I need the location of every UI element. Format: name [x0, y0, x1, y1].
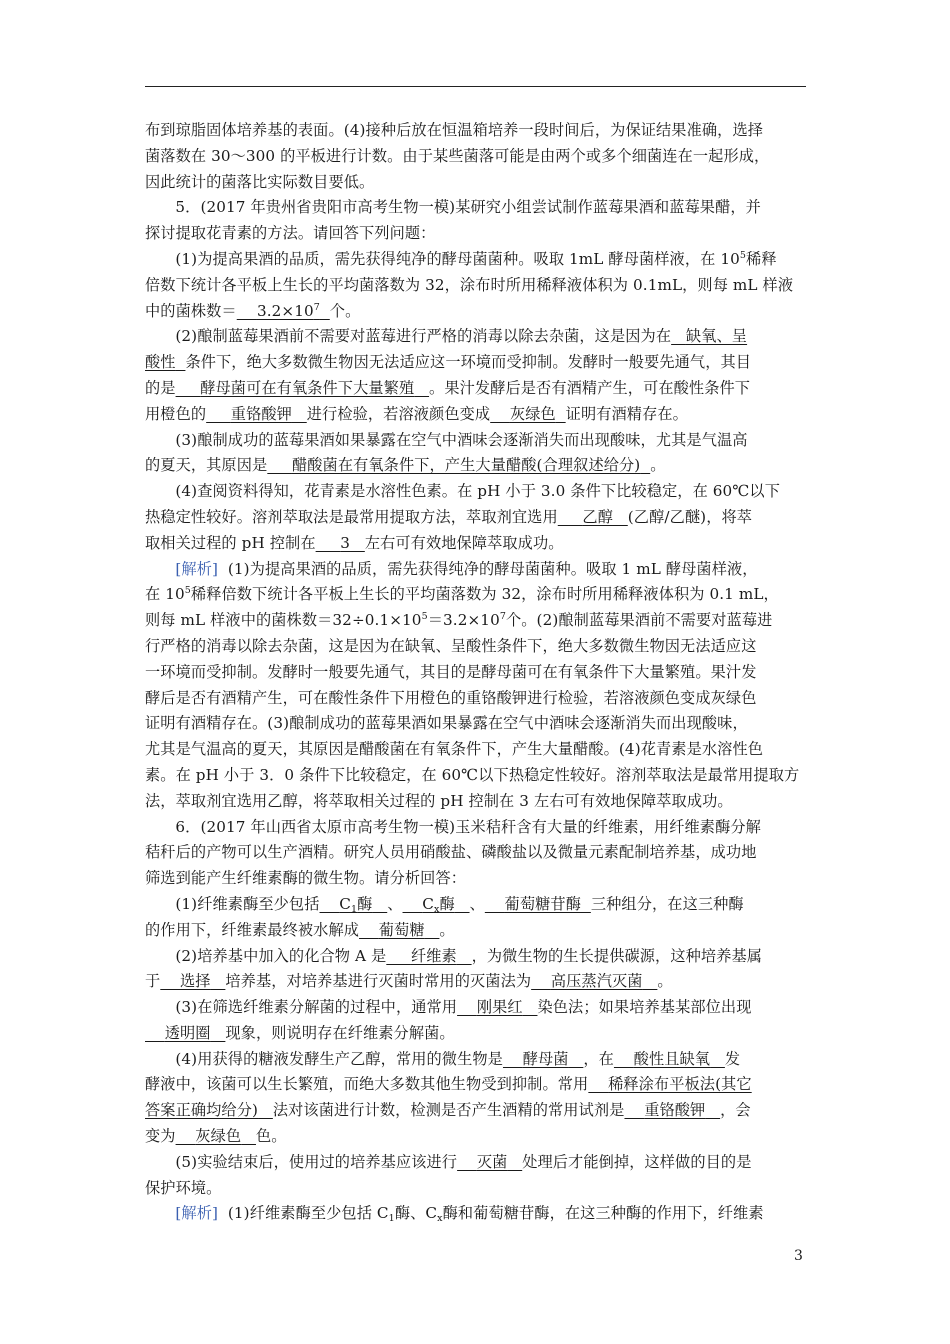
text: (5)实验结束后，使用过的培养基应该进行: [175, 1152, 458, 1171]
text: 、: [387, 894, 403, 913]
text: 稀释: [746, 249, 777, 268]
text: (乙醇/乙醚)，将萃: [627, 507, 753, 526]
text: 一环境而受抑制。发酵时一般要先通气，其目的是酵母菌可在有氧条件下大量繁殖。果汁发: [145, 662, 757, 681]
answer-text: 高压蒸汽灭菌: [550, 972, 643, 991]
text: ，为微生物的生长提供碳源，这种培养基属: [471, 946, 763, 965]
text: (3)酿制成功的蓝莓果酒如果暴露在空气中酒味会逐渐消失而出现酸味，尤其是气温高: [175, 430, 748, 449]
text: 处理后才能倒掉，这样做的目的是: [522, 1152, 752, 1171]
text: 尤其是气温高的夏天，其原因是醋酸菌在有氧条件下，产生大量醋酸。(4)花青素是水溶性色: [145, 740, 764, 759]
q5-part3: [145, 428, 808, 480]
text: 现象，则说明存在纤维素分解菌。: [225, 1023, 455, 1042]
answer-blank: [457, 998, 537, 1016]
answer-text: C: [422, 894, 434, 913]
q5-part4: [145, 479, 808, 556]
text: 中的菌株数＝: [145, 301, 237, 320]
answer-text: 醋酸菌在有氧条件下，产生大量醋酸(合理叙述给分): [291, 456, 641, 475]
superscript: 5: [739, 249, 747, 261]
answer-text: 葡萄糖: [378, 920, 425, 939]
answer-text: 重铬酸钾: [230, 404, 292, 423]
answer-text: 葡萄糖苷酶: [504, 894, 581, 913]
q5-explanation: [145, 557, 808, 815]
q6-explanation: [145, 1201, 808, 1227]
superscript: 7: [313, 301, 320, 313]
answer-text: 选择: [180, 972, 211, 991]
text: ，会: [720, 1101, 751, 1120]
answer-blank: [160, 972, 225, 990]
answer-blank: [176, 379, 429, 397]
superscript: 5: [421, 611, 428, 623]
lead-paragraph: [145, 118, 808, 195]
text: 酵液中，该菌可以生长繁殖，而绝大多数其他生物受到抑制。常用: [145, 1075, 589, 1094]
text: 的作用下，纤维素最终被水解成: [145, 920, 360, 939]
text: 素。在 pH 小于 3．0 条件下比较稳定，在 60℃以下热稳定性较好。溶剂萃取法是最常用提取方: [145, 765, 800, 784]
answer-blank: [386, 947, 471, 965]
q6-part3: [145, 995, 808, 1047]
subscript: 1: [388, 1213, 395, 1225]
answer-text: 3: [340, 533, 351, 552]
text-line: 因此统计的菌落比实际数目要低。: [145, 172, 375, 191]
text: 个。(2)酿制蓝莓果酒前不需要对蓝莓进: [505, 611, 773, 630]
text-line: 5．(2017 年贵州省贵阳市高考生物一模)某研究小组尝试制作蓝莓果酒和蓝莓果醋，并: [175, 198, 761, 217]
superscript: 5: [184, 585, 191, 597]
answer-text: 答案正确均给分): [145, 1101, 259, 1120]
answer-text: 刚果红: [476, 998, 523, 1017]
text: 发: [724, 1049, 741, 1068]
answer-blank: [267, 456, 650, 474]
text: 热稳定性较好。溶剂萃取法是最常用提取方法，萃取剂宜选用: [145, 507, 558, 526]
answer-blank: [624, 1101, 720, 1119]
superscript: 7: [499, 611, 506, 623]
text: 。果汁发酵后是否有酒精产生，可在酸性条件下: [429, 378, 751, 397]
answer-text: 灭菌: [476, 1152, 508, 1171]
text: (3)在筛选纤维素分解菌的过程中，通常用: [175, 998, 458, 1017]
subscript: x: [433, 903, 440, 915]
answer-text: 缺氧、呈: [685, 327, 748, 346]
text: 稀释倍数下统计各平板上生长的平均菌落数为 32，涂布时所用稀释液体积为 0.1 mL，: [190, 585, 779, 604]
answer-blank: [531, 972, 657, 990]
text-line: 探讨提取花青素的方法。请回答下列问题：: [145, 224, 436, 243]
answer-text: 3.2×10: [256, 301, 314, 320]
answer-blank: [490, 405, 565, 423]
text-line: 布到琼脂固体培养基的表面。(4)接种后放在恒温箱培养一段时间后，为保证结果准确，选择: [145, 121, 764, 139]
answer-text: 重铬酸钾: [644, 1101, 706, 1120]
page-number: 3: [794, 1248, 803, 1264]
text: (4)用获得的糖液发酵生产乙醇，常用的微生物是: [175, 1049, 503, 1068]
text: 左右可有效地保障萃取成功。: [364, 533, 564, 552]
explanation-label: [解析]: [175, 559, 219, 578]
answer-blank: [457, 1153, 522, 1171]
answer-text: 酵母菌可在有氧条件下大量繁殖: [200, 378, 415, 397]
subscript: x: [437, 1213, 443, 1225]
text: 于: [145, 972, 161, 991]
text: (1)纤维素酶至少包括 C: [227, 1204, 389, 1223]
answer-blank: [316, 534, 365, 552]
answer-text: 酶: [439, 894, 455, 913]
text: 的是: [145, 378, 176, 397]
answer-text: 稀释涂布平板法(其它: [608, 1075, 752, 1094]
q5-part1: [145, 247, 808, 324]
text: 酶和葡萄糖苷酶，在这三种酶的作用下，纤维素: [442, 1204, 764, 1223]
answer-text: 灰绿色: [509, 404, 556, 423]
answer-blank: [671, 327, 747, 345]
text-line: 6．(2017 年山西省太原市高考生物一模)玉米秸秆含有大量的纤维素，用纤维素酶分解: [175, 817, 761, 836]
answer-blank: [237, 302, 330, 320]
text: ，在: [583, 1049, 614, 1068]
answer-blank: [614, 1050, 725, 1068]
text: 法对该菌进行计数，检测是否产生酒精的常用试剂是: [272, 1101, 625, 1120]
text: 证明有酒精存在。: [565, 404, 688, 423]
answer-blank: [145, 1024, 225, 1042]
text: 培养基，对培养基进行灭菌时常用的灭菌法为: [225, 972, 532, 991]
explanation-label: [解析]: [175, 1204, 219, 1223]
text-line: 筛选到能产生纤维素酶的微生物。请分析回答：: [145, 869, 467, 888]
answer-blank: [145, 1101, 273, 1119]
answer-blank: [320, 895, 388, 913]
answer-blank: [403, 895, 470, 913]
text: 个。: [329, 301, 361, 320]
subscript: 1: [350, 903, 358, 915]
text: 则每 mL 样液中的菌株数＝32÷0.1×10: [145, 611, 422, 630]
answer-blank: [558, 508, 628, 526]
answer-text: 酵母菌: [522, 1049, 569, 1068]
q6-part2: [145, 944, 808, 996]
answer-text: 乙醇: [582, 507, 613, 526]
text: 、: [469, 894, 485, 913]
answer-blank: [503, 1050, 583, 1068]
text: 色。: [255, 1127, 287, 1146]
text: 三种组分，在这三种酶: [590, 894, 744, 913]
text: (1)纤维素酶至少包括: [175, 894, 320, 913]
page-content: [145, 118, 808, 1227]
text: 酵后是否有酒精产生，可在酸性条件下用橙色的重铬酸钾进行检验，若溶液颜色变成灰绿色: [145, 688, 757, 707]
answer-text: C: [339, 894, 351, 913]
q5-part2: [145, 324, 808, 427]
answer-text: 透明圈: [164, 1023, 211, 1042]
answer-blank: [145, 353, 185, 371]
answer-blank: [588, 1075, 751, 1093]
text: ＝3.2×10: [427, 611, 500, 630]
answer-blank: [176, 1127, 256, 1145]
text: 取相关过程的 pH 控制在: [145, 533, 316, 552]
text: 证明有酒精存在。(3)酿制成功的蓝莓果酒如果暴露在空气中酒味会逐渐消失而出现酸味，: [145, 714, 748, 733]
answer-text: 纤维素: [410, 946, 457, 965]
answer-blank: [359, 921, 439, 939]
text: 倍数下统计各平板上生长的平均菌落数为 32，涂布时所用稀释液体积为 0.1mL，则每 mL 样液: [145, 275, 794, 294]
q5-stem: [145, 195, 808, 247]
text: (2)酿制蓝莓果酒前不需要对蓝莓进行严格的消毒以除去杂菌，这是因为在: [175, 327, 672, 346]
text: 条件下，绝大多数微生物因无法适应这一环境而受抑制。发酵时一般要先通气，其目: [185, 353, 752, 372]
answer-text: 酸性且缺氧: [633, 1049, 711, 1068]
text: 。: [657, 972, 673, 991]
answer-blank: [206, 405, 307, 423]
q6-stem: [145, 815, 808, 892]
text: (2)培养基中加入的化合物 A 是: [175, 946, 387, 965]
text: 染色法；如果培养基某部位出现: [537, 998, 752, 1017]
text-line: 秸秆后的产物可以生产酒精。研究人员用硝酸盐、磷酸盐以及微量元素配制培养基，成功地: [145, 843, 757, 862]
text: 。: [439, 920, 455, 939]
answer-text: 酸性: [145, 353, 176, 372]
text-line: 菌落数在 30～300 的平板进行计数。由于某些菌落可能是由两个或多个细菌连在一起形成，: [145, 146, 770, 165]
text: 进行检验，若溶液颜色变成: [306, 404, 491, 423]
text: (1)为提高果酒的品质，需先获得纯净的酵母菌菌种。吸取 1 mL 酵母菌样液，: [227, 559, 758, 578]
q6-part5: [145, 1150, 808, 1202]
answer-text: 酶: [357, 894, 373, 913]
text: 的夏天，其原因是: [145, 456, 268, 475]
text: 酶、C: [394, 1204, 438, 1223]
text: 用橙色的: [145, 404, 207, 423]
q6-part1: [145, 892, 808, 944]
text: 。: [650, 456, 666, 475]
text: 法，萃取剂宜选用乙醇，将萃取相关过程的 pH 控制在 3 左右可有效地保障萃取成功。: [145, 791, 733, 810]
q6-part4: [145, 1047, 808, 1150]
answer-text: 灰绿色: [195, 1127, 242, 1146]
text: 在 10: [145, 585, 185, 604]
header-rule: [145, 86, 806, 87]
text: 保护环境。: [145, 1178, 222, 1197]
answer-blank: [485, 895, 591, 913]
text: (4)查阅资料得知，花青素是水溶性色素。在 pH 小于 3.0 条件下比较稳定，在 60℃以下: [175, 482, 780, 501]
text: 变为: [145, 1127, 176, 1146]
text: (1)为提高果酒的品质，需先获得纯净的酵母菌菌种。吸取 1mL 酵母菌样液，在 10: [175, 249, 740, 268]
text: 行严格的消毒以除去杂菌，这是因为在缺氧、呈酸性条件下，绝大多数微生物因无法适应这: [145, 636, 757, 655]
